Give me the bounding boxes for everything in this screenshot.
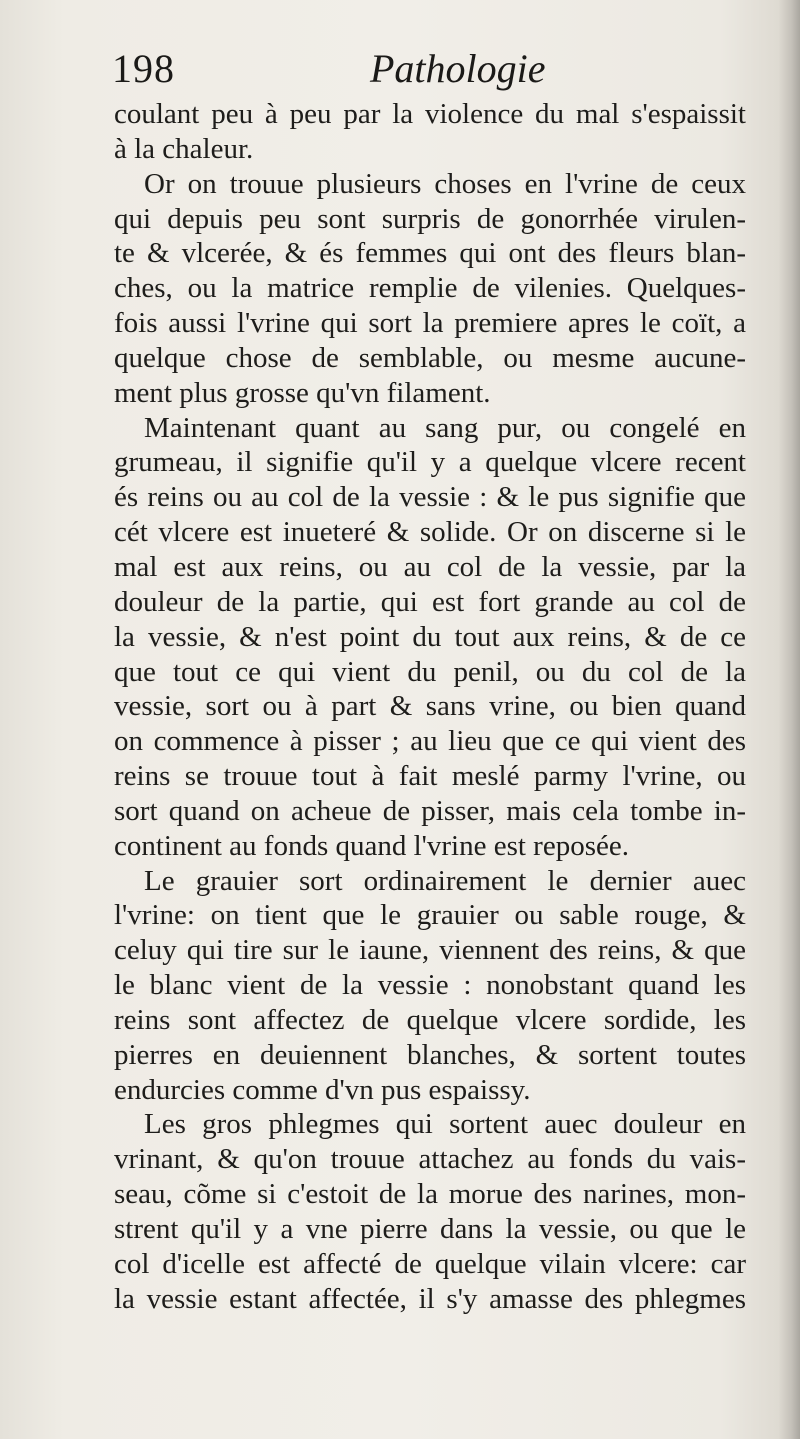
text-line: la vessie estant affectée, il s'y amasse des phlegmes [114,1282,746,1315]
text-line: fois aussi l'vrine qui sort la premiere apres le coït, a [114,307,746,340]
text-line: Maintenant quant au sang pur, ou congelé en [144,411,746,444]
text-line: qui depuis peu sont surpris de gonorrhée virulen- [114,202,746,235]
text-line: l'vrine: on tient que le grauier ou sable rouge, & [114,899,746,932]
running-title: Pathologie [370,46,546,91]
text-line: vessie, sort ou à part & sans vrine, ou bien quand [114,690,746,723]
body-text [114,97,746,1317]
text-line: reins se trouue tout à fait meslé parmy l'vrine, ou [114,760,746,793]
gutter-shadow [778,0,800,1439]
text-line: col d'icelle est affecté de quelque vilain vlcere: car [114,1247,746,1280]
text-line: continent au fonds quand l'vrine est reposée. [114,829,629,862]
text-line: Les gros phlegmes qui sortent auec douleur en [144,1108,746,1141]
text-line: on commence à pisser ; au lieu que ce qui vient des [114,725,746,758]
text-line: grumeau, il signifie qu'il y a quelque vlcere recent [114,446,746,479]
text-line: te & vlcerée, & és femmes qui ont des fleurs blan- [114,237,746,270]
text-line: ches, ou la matrice remplie de vilenies. Quelques- [114,272,746,305]
text-line: à la chaleur. [114,132,254,165]
text-line: seau, cõme si c'estoit de la morue des narines, mon- [114,1178,746,1211]
text-line: pierres en deuiennent blanches, & sortent toutes [114,1038,746,1071]
text-line: mal est aux reins, ou au col de la vessie, par la [114,550,746,583]
text-line: Or on trouue plusieurs choses en l'vrine de ceux [144,167,746,200]
running-head [112,42,752,96]
text-line: Le grauier sort ordinairement le dernier auec [144,864,746,897]
text-line: celuy qui tire sur le iaune, viennent des reins, & que [114,934,746,967]
text-line: le blanc vient de la vessie : nonobstant quand les [114,969,746,1002]
text-line: endurcies comme d'vn pus espaissy. [114,1073,531,1106]
text-line: cét vlcere est inueteré & solide. Or on discerne si le [114,516,746,549]
text-line: coulant peu à peu par la violence du mal s'espaissit [114,98,746,130]
text-line: strent qu'il y a vne pierre dans la vessie, ou que le [114,1213,746,1245]
text-line: la vessie, & n'est point du tout aux reins, & de ce [114,620,746,653]
page-number: 198 [112,46,175,91]
text-line: reins sont affectez de quelque vlcere sordide, les [114,1003,746,1036]
text-line: douleur de la partie, qui est fort grande au col de [114,585,746,618]
text-line: quelque chose de semblable, ou mesme aucune- [114,341,746,374]
text-line: ment plus grosse qu'vn filament. [114,376,491,409]
text-line: sort quand on acheue de pisser, mais cela tombe in- [114,794,746,827]
text-line: que tout ce qui vient du penil, ou du col de la [114,655,746,688]
text-line: vrinant, & qu'on trouue attachez au fonds du vais- [114,1143,746,1176]
text-line: és reins ou au col de la vessie : & le pus signifie que [114,481,746,514]
